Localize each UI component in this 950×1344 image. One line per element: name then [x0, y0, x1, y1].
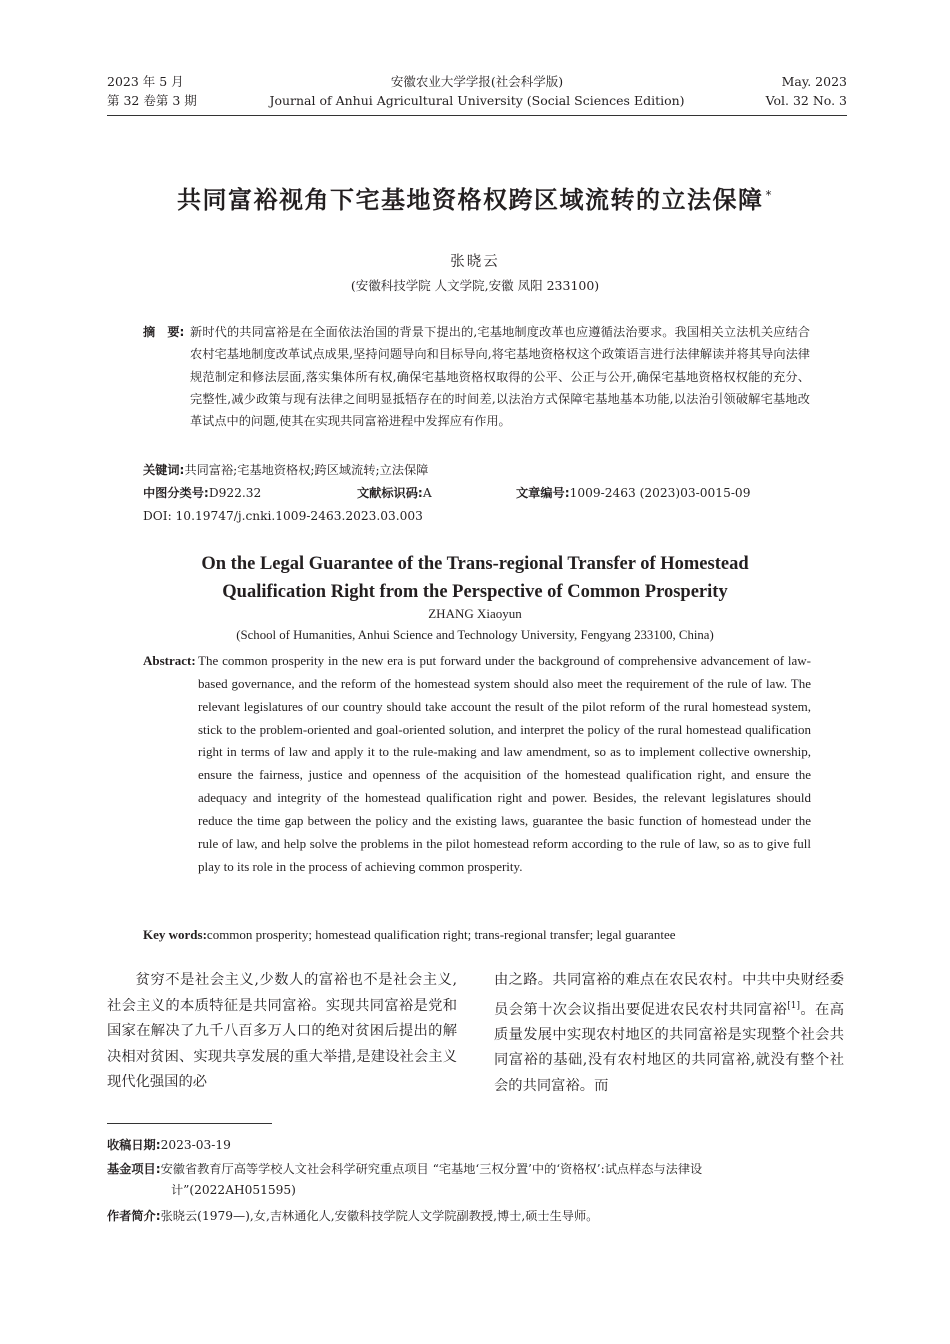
body-column-left [107, 968, 457, 1096]
body-text-part1: 由之路。共同富裕的难点在农民农村。中共中央财经委员会第十次会议指出要促进农民农村共同富裕 [494, 972, 844, 1018]
header-divider [107, 115, 847, 116]
body-paragraph-continued [494, 968, 844, 1099]
abstract-cn-label: 摘 要: [143, 325, 185, 339]
article-title-en [0, 550, 950, 606]
article-title-cn [0, 180, 950, 215]
article-number-value: 1009-2463 (2023)03-0015-09 [569, 486, 751, 500]
body-column-right [494, 968, 844, 1099]
keywords-en-text: common prosperity; homestead qualification right; trans-regional transfer; legal guarantee [206, 927, 676, 942]
header-issue-en [766, 72, 847, 110]
footnote-divider [107, 1123, 272, 1124]
keywords-cn-text: 共同富裕;宅基地资格权;跨区域流转;立法保障 [184, 463, 429, 477]
article-number [516, 483, 750, 503]
article-number-label: 文章编号: [516, 486, 570, 500]
abstract-en-label: Abstract: [143, 653, 196, 668]
title-footnote-mark: * [765, 188, 773, 202]
header-volume-cn: 第 32 卷第 3 期 [107, 93, 197, 108]
footnote-author-bio [107, 1206, 847, 1227]
doc-code-value: A [422, 486, 432, 500]
header-journal-cn: 安徽农业大学学报(社会科学版) [390, 74, 564, 89]
header-journal-en: Journal of Anhui Agricultural University (Social Sciences Edition) [269, 93, 685, 108]
abstract-en-text: The common prosperity in the new era is put forward under the background of comprehensive advancement of law-based governance, and the reform of the homestead system should also meet the requirement of the rule of law. The relevant legislatures of our country should take account the result of the pilot reform of the rural homestead system, stick to the problem-oriented and goal-oriented solution, and interpret the policy of the rural homestead qualification right in terms of law and apply it to the rule-making and law amendment, so as to implement collective ownership, ensure the fairness, justice and openness of the acquisition of the homestead qualification right, and ensure the adequacy and integrity of the homestead qualification right and power. Besides, the relevant legislatures should reduce the time gap between the policy and the existing laws, guarantee the basic function of homestead under the rule of law, and help solve the problems in the pilot homestead reform according to the rule of law, so as to give full play to its role in the process of achieving common prosperity. [198, 653, 811, 874]
doc-code [357, 483, 432, 503]
abstract-cn-text: 新时代的共同富裕是在全面依法治国的背景下提出的,宅基地制度改革也应遵循法治要求。我国相关立法机关应结合农村宅基地制度改革试点成果,坚持问题导向和目标导向,将宅基地资格权这个政策语言进行法律解读并将其导向法律规范制定和修法层面,落实集体所有权,确保宅基地资格权取得的公平、公正与公开,确保宅基地资格权权能的充分、完整性,减少政策与现有法律之间明显抵牾存在的时间差,以法治方式保障宅基地基本功能,以法治引领破解宅基地改革试点中的问题,使其在实现共同富裕进程中发挥应有作用。 [190, 325, 810, 429]
received-value: 2023-03-19 [160, 1138, 231, 1152]
author-cn: 张晓云 [450, 254, 500, 270]
fund-value-line2: 计”(2022AH051595) [171, 1183, 296, 1197]
abstract-en [143, 650, 811, 878]
header-journal [107, 72, 847, 110]
keywords-cn [143, 460, 428, 480]
title-cn-text: 共同富裕视角下宅基地资格权跨区域流转的立法保障 [177, 186, 764, 214]
affiliation-en: (School of Humanities, Anhui Science and Technology University, Fengyang 233100, China) [236, 628, 714, 642]
doc-code-label: 文献标识码: [357, 486, 423, 500]
classification-line [143, 483, 261, 503]
received-label: 收稿日期: [107, 1138, 161, 1152]
body-paragraph: 贫穷不是社会主义,少数人的富裕也不是社会主义,社会主义的本质特征是共同富裕。实现共同富裕是党和国家在解决了九千八百多万人口的绝对贫困后提出的解决相对贫困、实现共享发展的重大举措,是建设社会主义现代化强国的必 [107, 972, 457, 1090]
author-bio-value: 张晓云(1979—),女,吉林通化人,安徽科技学院人文学院副教授,博士,硕士生导师。 [160, 1209, 599, 1223]
footnote-fund [107, 1159, 847, 1201]
abstract-cn [143, 321, 810, 432]
clc-value: D922.32 [208, 486, 262, 500]
keywords-en [143, 925, 675, 945]
author-bio-label: 作者简介: [107, 1209, 161, 1223]
citation-ref-1[interactable]: [1] [787, 1000, 801, 1011]
author-en: ZHANG Xiaoyun [428, 606, 522, 621]
keywords-cn-label: 关键词: [143, 463, 185, 477]
affiliation-cn: (安徽科技学院 人文学院,安徽 凤阳 233100) [350, 278, 600, 293]
body-text-part2: 。在高质量发展中实现农村地区的共同富裕是实现整个社会共同富裕的基础,没有农村地区的共同富裕,就没有整个社会的共同富裕。而 [494, 1001, 845, 1094]
keywords-en-label: Key words: [143, 927, 207, 942]
title-en-line1: On the Legal Guarantee of the Trans-regional Transfer of Homestead [201, 554, 749, 574]
fund-value-line1: 安徽省教育厅高等学校人文社会科学研究重点项目 “宅基地‘三权分置’中的‘资格权’:试点样态与法律设 [160, 1162, 703, 1176]
header-volume-en: Vol. 32 No. 3 [765, 93, 847, 108]
title-en-line2: Qualification Right from the Perspective of Common Prosperity [222, 582, 728, 602]
clc-label: 中图分类号: [143, 486, 209, 500]
header-year-month: 2023 年 5 月 [107, 74, 184, 89]
doi[interactable]: DOI: 10.19747/j.cnki.1009-2463.2023.03.003 [143, 509, 423, 523]
header-month-en: May. 2023 [781, 74, 847, 89]
fund-label: 基金项目: [107, 1162, 161, 1176]
footnote-received [107, 1135, 847, 1156]
